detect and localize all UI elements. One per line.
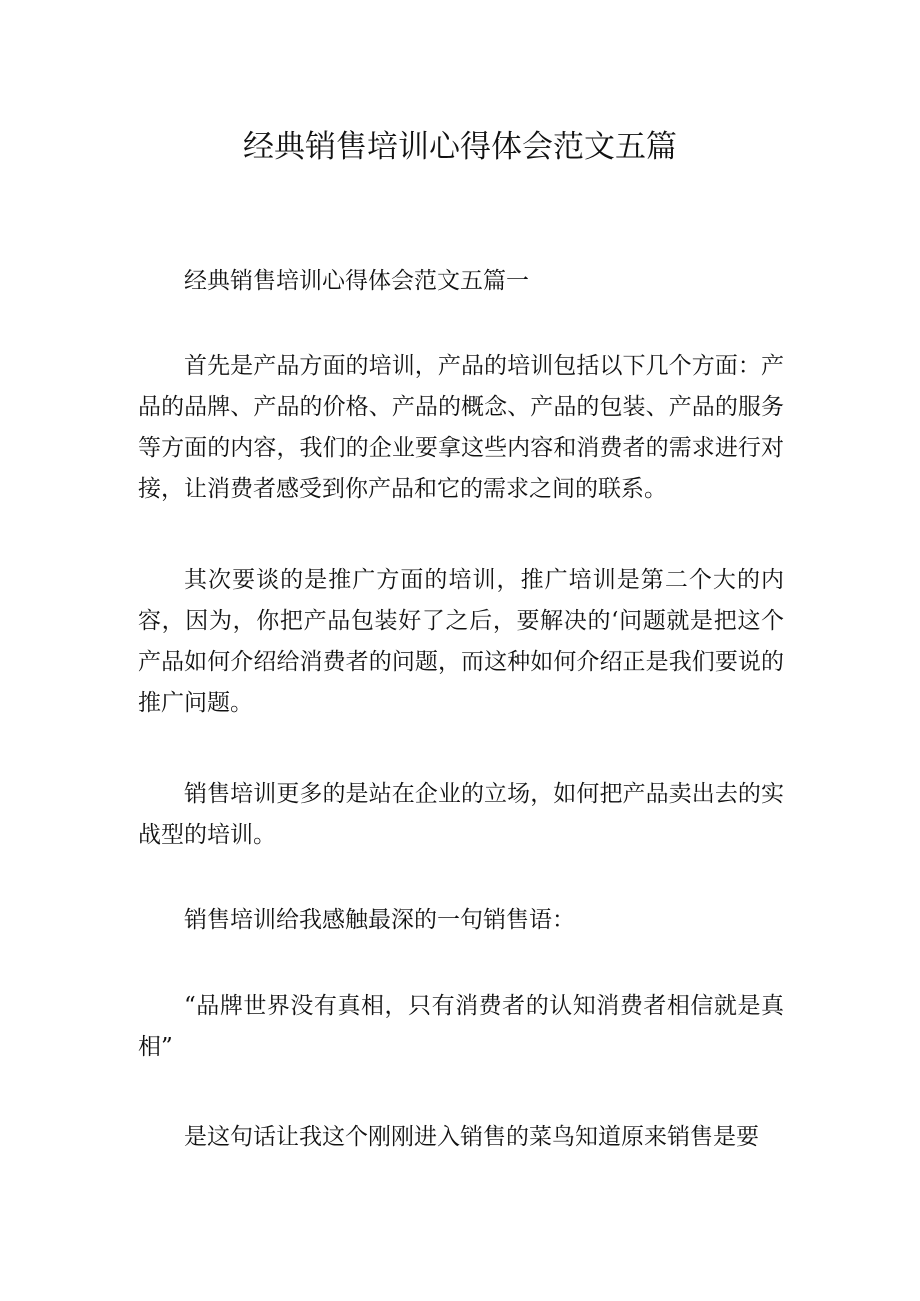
paragraph-sales-training: 销售培训更多的是站在企业的立场，如何把产品卖出去的实战型的培训。 [138,781,784,848]
paragraph-sales-quote-intro: 销售培训给我感触最深的一句销售语： [184,907,575,933]
paragraph-product-training: 首先是产品方面的培训，产品的培训包括以下几个方面：产品的品牌、产品的价格、产品的概念、产品的包装、产品的服务等方面的内容，我们的企业要拿这些内容和消费者的需求进行对接，让消费者感受到你产品和它的需求之间的联系。 [138,353,784,502]
paragraph-reflection: 是这句话让我这个刚刚进入销售的菜鸟知道原来销售是要 [184,1124,759,1150]
paragraph-quote: “品牌世界没有真相，只有消费者的认知消费者相信就是真相” [138,993,784,1060]
paragraph-promotion-training: 其次要谈的是推广方面的培训，推广培训是第二个大的内容，因为，你把产品包装好了之后，要解决的‘问题就是把这个产品如何介绍给消费者的问题，而这种如何介绍正是我们要说的推广问题。 [138,567,784,716]
document-title: 经典销售培训心得体会范文五篇 [243,129,677,165]
section-heading: 经典销售培训心得体会范文五篇一 [184,268,529,294]
